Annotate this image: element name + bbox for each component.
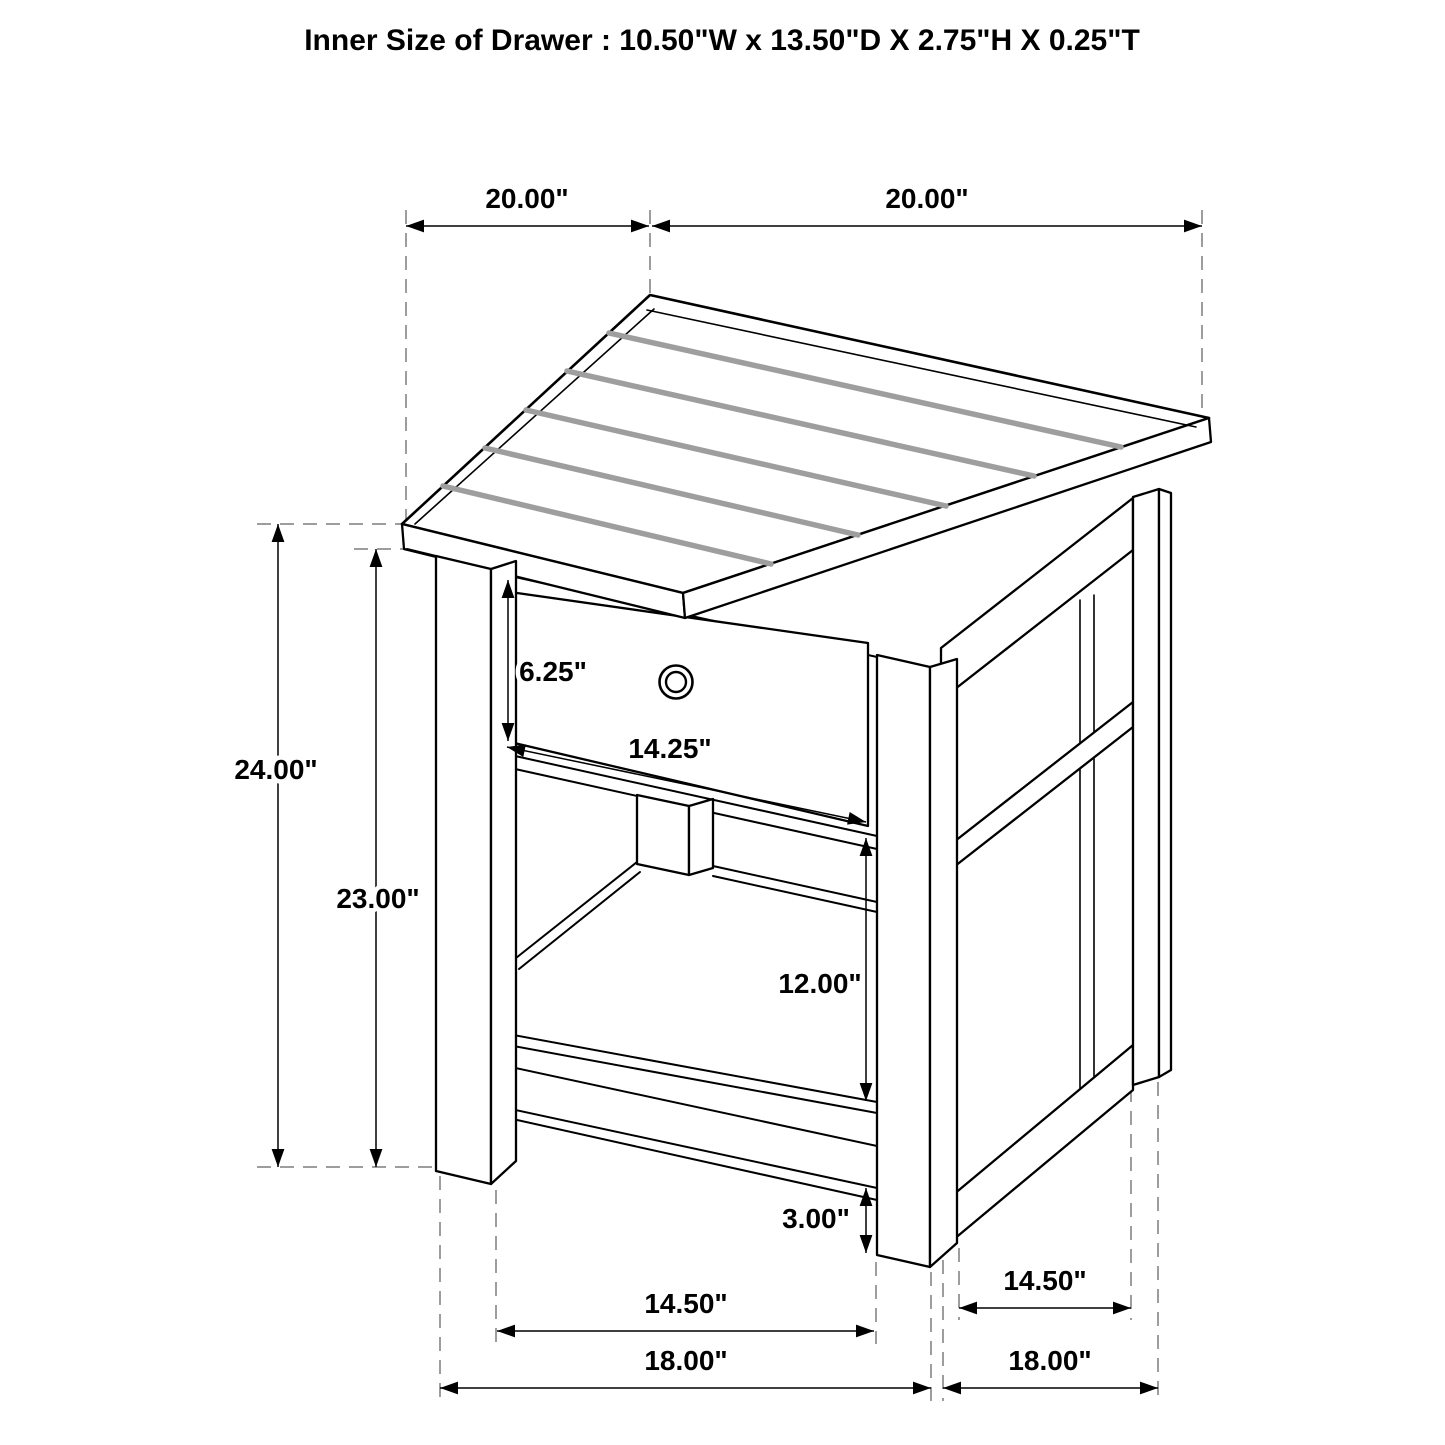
dimension-arrowhead-icon (913, 1382, 931, 1395)
lower-shelf-front-edge (497, 1043, 877, 1113)
dimension-label: 24.00" (234, 754, 318, 785)
dimension-label: 14.25" (628, 733, 712, 764)
front-left-leg-side (491, 561, 516, 1184)
dimension-arrowhead-icon (440, 1382, 458, 1395)
dimension-arrowhead-icon (1184, 220, 1202, 233)
dimension-arrowhead-icon (652, 220, 670, 233)
shelf-back-right-edge (713, 876, 877, 912)
dimension-annotation-7 (782, 1188, 872, 1253)
dimension-arrowhead-icon (943, 1382, 961, 1395)
dimension-annotation-1 (652, 183, 1202, 232)
dimension-label: 3.00" (782, 1203, 850, 1234)
page-title: Inner Size of Drawer : 10.50"W x 13.50"D X 2.75"H X 0.25"T (304, 24, 1140, 57)
dimension-annotation-3 (336, 549, 419, 1167)
dimension-label: 23.00" (336, 883, 420, 914)
dimension-arrowhead-icon (272, 1149, 285, 1167)
dimension-arrowhead-icon (370, 1149, 383, 1167)
dimension-annotation-0 (406, 183, 649, 232)
dimension-label: 12.00" (778, 968, 862, 999)
right-side-shelf-rail (941, 702, 1133, 877)
dimension-arrowhead-icon (631, 220, 649, 233)
bottom-stretcher-top (497, 1064, 877, 1146)
dimension-label: 18.00" (644, 1345, 728, 1376)
bottom-stretcher-underside (508, 1118, 877, 1200)
dimension-annotation-8 (497, 1288, 874, 1337)
dimension-arrowhead-icon (370, 549, 383, 567)
dimension-arrowhead-icon (272, 524, 285, 542)
drawer-front (510, 592, 868, 826)
shelf-back-left-edge (516, 862, 637, 958)
lower-shelf-front-edge (497, 1032, 877, 1102)
dimension-arrowhead-icon (1140, 1382, 1158, 1395)
right-side-structure (941, 489, 1171, 1250)
dimension-label: 20.00" (485, 183, 569, 214)
back-right-leg (1133, 489, 1159, 1085)
dimension-annotation-2 (234, 524, 317, 1167)
dimension-label: 18.00" (1008, 1345, 1092, 1376)
dimension-arrowhead-icon (856, 1325, 874, 1338)
dimension-label: 6.25" (519, 656, 587, 687)
right-side-stretcher (941, 1045, 1133, 1250)
shelf-back-right-edge (713, 866, 877, 902)
bottom-stretcher-bottom (497, 1106, 877, 1188)
dimension-arrowhead-icon (1113, 1302, 1131, 1315)
end-table-drawing (402, 295, 1211, 1267)
middle-support-block (637, 795, 689, 875)
right-side-apron (941, 498, 1133, 700)
dimension-annotation-6 (778, 838, 872, 1101)
dimension-arrowhead-icon (497, 1325, 515, 1338)
dimension-label: 20.00" (885, 183, 969, 214)
front-right-leg (877, 655, 930, 1267)
dimension-label: 14.50" (644, 1288, 728, 1319)
dimension-annotation-10 (440, 1345, 931, 1394)
front-right-leg-side (930, 659, 957, 1267)
dimension-arrowhead-icon (860, 1235, 873, 1253)
dimension-annotation-9 (959, 1265, 1131, 1314)
middle-support-block-side (689, 799, 713, 875)
front-left-leg (436, 556, 491, 1184)
dimension-arrowhead-icon (406, 220, 424, 233)
shelf-back-left-edge (519, 872, 640, 969)
dimension-arrowhead-icon (959, 1302, 977, 1315)
back-right-leg-side (1159, 489, 1171, 1077)
dimension-label: 14.50" (1003, 1265, 1087, 1296)
dimension-annotation-11 (943, 1345, 1158, 1394)
